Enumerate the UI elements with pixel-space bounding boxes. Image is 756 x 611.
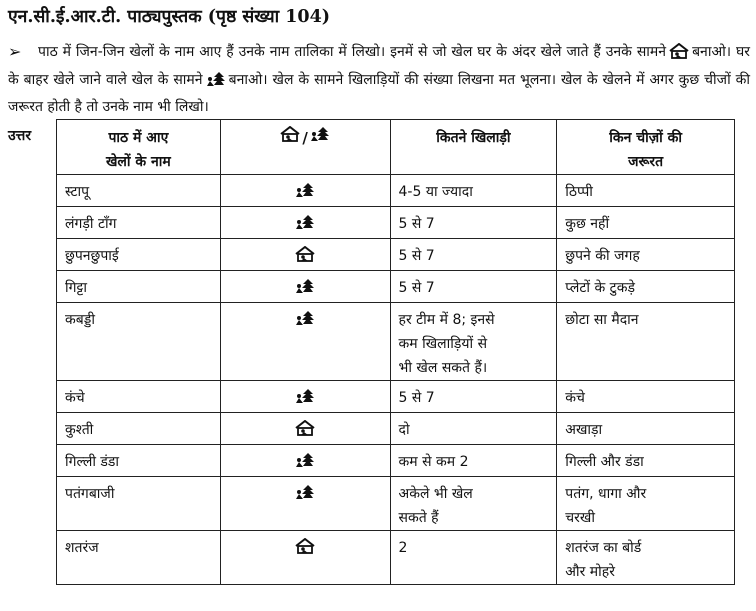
table-row [57,381,735,413]
game-name-cell [57,477,221,531]
game-name: कंचे [65,390,85,406]
header-type-separator: / [302,129,308,147]
table-row [57,207,735,239]
things-cell [557,271,735,303]
players-cell [390,239,557,271]
indoor-house-icon [295,424,315,440]
table-row [57,239,735,271]
things-needed: कंचे [565,390,585,406]
game-name: कुश्ती [65,422,94,438]
outdoor-tree-icon [295,392,315,408]
game-type-cell [220,531,390,585]
game-name-cell [57,413,221,445]
game-name-cell [57,175,221,207]
game-name: गिट्टा [65,280,87,296]
things-needed: छोटा सा मैदान [565,312,639,328]
things-needed: प्लेटों के टुकड़े [565,280,635,296]
outdoor-tree-icon [295,314,315,330]
game-name: शतरंज [65,540,99,556]
outdoor-tree-icon [295,456,315,472]
players-cell [390,413,557,445]
header-game-name [57,120,221,175]
things-needed: अखाड़ा [565,422,603,438]
indoor-house-icon [280,126,300,150]
game-name: कबड्डी [65,312,95,328]
game-name: लंगड़ी टाँग [65,216,117,232]
game-type-cell [220,303,390,381]
players-cell [390,207,557,239]
players-cell [390,303,557,381]
table-header-row [57,120,735,175]
game-type-cell [220,445,390,477]
table-row [57,175,735,207]
instruction-part-1: पाठ में जिन-जिन खेलों के नाम आए हैं उनके नाम तालिका में लिखो। इनमें से जो खेल घर के अंदर खेले जाते हैं उनके सामने [38,44,667,60]
instruction-part-3: बनाओ। खेल के सामने खिलाड़ियों की संख्या लिखना मत भूलना। खेल के खेलने में अगर कुछ चीजों की जरूरत होती है तो उनके नाम भी लिखो। [8,71,750,115]
game-type-cell [220,271,390,303]
arrow-bullet-icon: ➢ [8,42,22,61]
players-count: 5 से 7 [398,248,435,264]
table-row [57,531,735,585]
game-name-cell [57,239,221,271]
table-row [57,445,735,477]
things-needed: शतरंज का बोर्ड और मोहरे [565,540,642,580]
indoor-house-icon [295,542,315,558]
game-type-cell [220,175,390,207]
things-needed: ठिप्पी [565,184,593,200]
game-name: पतंगबाजी [65,486,115,502]
things-cell [557,239,735,271]
game-type-cell [220,207,390,239]
game-name-cell [57,381,221,413]
players-cell [390,175,557,207]
outdoor-tree-icon [295,282,315,298]
game-name-cell [57,531,221,585]
things-cell [557,175,735,207]
game-name-cell [57,271,221,303]
things-needed: गिल्ली और डंडा [565,454,644,470]
outdoor-tree-icon [295,488,315,504]
header-players-text: कितने खिलाड़ी [436,130,511,146]
outdoor-tree-icon [295,218,315,234]
header-type [220,120,390,175]
outdoor-tree-icon [310,126,330,150]
table-row [57,413,735,445]
header-things-text: किन चीज़ों की जरूरत [609,130,683,170]
things-needed: कुछ नहीं [565,216,610,232]
players-cell [390,477,557,531]
game-type-cell [220,477,390,531]
players-count: हर टीम में 8; इनसे कम खिलाड़ियों से भी खेल सकते हैं। [398,312,495,376]
things-cell [557,531,735,585]
table-row [57,477,735,531]
game-type-cell [220,239,390,271]
header-players [390,120,557,175]
header-game-name-text: पाठ में आए खेलों के नाम [105,130,171,170]
game-name: छुपनछुपाई [65,248,119,264]
indoor-house-icon [669,43,689,68]
things-cell [557,303,735,381]
outdoor-tree-icon [206,71,226,96]
game-name-cell [57,303,221,381]
instruction-text [8,40,750,120]
instruction-part-2: बनाओ। घर के बाहर खेले जाने वाले खेल के सामने [8,44,750,88]
things-cell [557,477,735,531]
things-needed: छुपने की जगह [565,248,640,264]
players-cell [390,531,557,585]
indoor-house-icon [295,250,315,266]
page-title: एन.सी.ई.आर.टी. पाठ्यपुस्तक (पृष्ठ संख्या 104) [8,7,331,27]
game-name-cell [57,445,221,477]
players-count: 5 से 7 [398,390,435,406]
things-needed: पतंग, धागा और चरखी [565,486,647,526]
players-count: अकेले भी खेल सकते हैं [398,486,473,526]
game-name: गिल्ली डंडा [65,454,119,470]
answer-label: उत्तर [8,128,32,144]
things-cell [557,381,735,413]
things-cell [557,413,735,445]
players-cell [390,445,557,477]
game-type-cell [220,381,390,413]
players-count: 5 से 7 [398,216,435,232]
games-table [56,119,735,585]
players-count: दो [398,422,410,438]
game-name: स्टापू [65,184,90,200]
players-count: 2 [398,540,408,556]
players-count: 5 से 7 [398,280,435,296]
outdoor-tree-icon [295,186,315,202]
game-name-cell [57,207,221,239]
players-count: 4-5 या ज्यादा [398,184,473,200]
table-row [57,303,735,381]
players-count: कम से कम 2 [398,454,469,470]
players-cell [390,271,557,303]
players-cell [390,381,557,413]
header-things [557,120,735,175]
table-row [57,271,735,303]
game-type-cell [220,413,390,445]
things-cell [557,445,735,477]
things-cell [557,207,735,239]
instruction-block [8,40,750,120]
